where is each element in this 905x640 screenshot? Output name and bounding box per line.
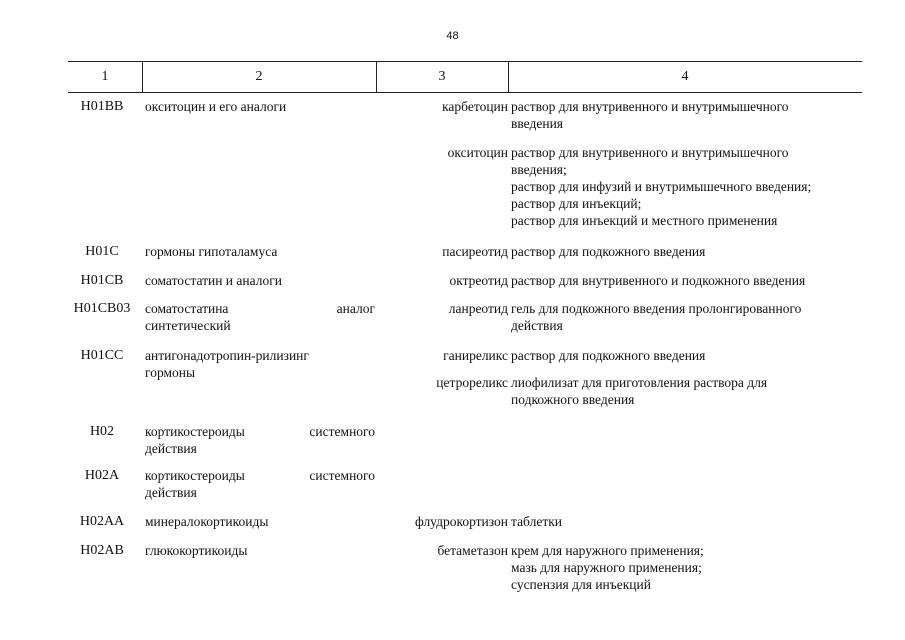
atc-code: H02 <box>89 424 115 439</box>
dosage-forms <box>511 300 861 334</box>
atc-code: H02AB <box>80 543 124 558</box>
group-name-line: синтетический <box>145 318 231 333</box>
dosage-form-line: раствор для внутривенного и внутримышечного <box>511 99 789 114</box>
dosage-form-line: раствор для подкожного введения <box>511 348 706 363</box>
dosage-form-line: введения; <box>511 162 567 177</box>
dosage-form-line: введения <box>511 116 564 131</box>
group-name-line: действия <box>145 485 197 500</box>
dosage-form-line: раствор для инфузий и внутримышечного введения; <box>511 179 812 194</box>
group-name-line: антигонадотропин-рилизинг <box>145 348 309 363</box>
dosage-forms <box>511 243 861 260</box>
group-name-line: соматостатина аналог <box>145 301 375 316</box>
dosage-forms <box>511 144 861 229</box>
drug-name: ганиреликс <box>443 348 508 363</box>
drug-name: октреотид <box>449 273 508 288</box>
group-name <box>145 467 375 501</box>
drug-name: флудрокортизон <box>415 514 508 529</box>
dosage-form-line: раствор для внутривенного и подкожного введения <box>511 273 806 288</box>
drug-name: бетаметазон <box>437 543 508 558</box>
drug-name: ланреотид <box>448 301 508 316</box>
group-name <box>145 347 375 381</box>
table-header <box>68 61 862 93</box>
group-name: соматостатин и аналоги <box>145 273 282 288</box>
dosage-form-line: таблетки <box>511 514 563 529</box>
column-header-4: 4 <box>681 69 689 84</box>
group-name: глюкокортикоиды <box>145 543 248 558</box>
column-header-1: 1 <box>101 69 109 84</box>
drug-name: окситоцин <box>447 145 508 160</box>
group-name: минералокортикоиды <box>145 514 269 529</box>
dosage-forms <box>511 347 861 364</box>
dosage-form-line: мазь для наружного применения; <box>511 560 702 575</box>
dosage-form-line: лиофилизат для приготовления раствора для <box>511 375 768 390</box>
dosage-forms <box>511 374 861 408</box>
atc-code: H02AA <box>79 514 125 529</box>
dosage-form-line: раствор для подкожного введения <box>511 244 706 259</box>
dosage-forms <box>511 542 861 593</box>
group-name <box>145 300 375 334</box>
atc-code: H01CC <box>80 348 124 363</box>
atc-code: H01CB <box>80 273 124 288</box>
dosage-forms <box>511 272 861 289</box>
group-name: окситоцин и его аналоги <box>145 99 287 114</box>
dosage-form-line: действия <box>511 318 563 333</box>
column-header-3: 3 <box>438 69 446 84</box>
atc-code: H01CB03 <box>73 301 131 316</box>
column-header-2: 2 <box>255 69 263 84</box>
drug-name: цетрореликс <box>436 375 508 390</box>
group-name: гормоны гипоталамуса <box>145 244 278 259</box>
group-name-line: кортикостероиды системного <box>145 424 375 439</box>
atc-code: H02A <box>84 468 120 483</box>
dosage-form-line: раствор для внутривенного и внутримышечного <box>511 145 789 160</box>
atc-code: H01C <box>85 244 119 259</box>
drug-name: карбетоцин <box>442 99 508 114</box>
drug-name: пасиреотид <box>442 244 508 259</box>
group-name-line: кортикостероиды системного <box>145 468 375 483</box>
dosage-form-line: суспензия для инъекций <box>511 577 651 592</box>
dosage-forms <box>511 98 861 132</box>
group-name-line: гормоны <box>145 365 196 380</box>
dosage-form-line: раствор для инъекций и местного применения <box>511 213 778 228</box>
dosage-form-line: подкожного введения <box>511 392 635 407</box>
group-name <box>145 423 375 457</box>
dosage-form-line: раствор для инъекций; <box>511 196 642 211</box>
dosage-forms <box>511 513 861 530</box>
atc-code: H01BB <box>80 99 124 114</box>
page-number: 48 <box>446 30 459 42</box>
dosage-form-line: гель для подкожного введения пролонгированного <box>511 301 802 316</box>
group-name-line: действия <box>145 441 197 456</box>
dosage-form-line: крем для наружного применения; <box>511 543 704 558</box>
